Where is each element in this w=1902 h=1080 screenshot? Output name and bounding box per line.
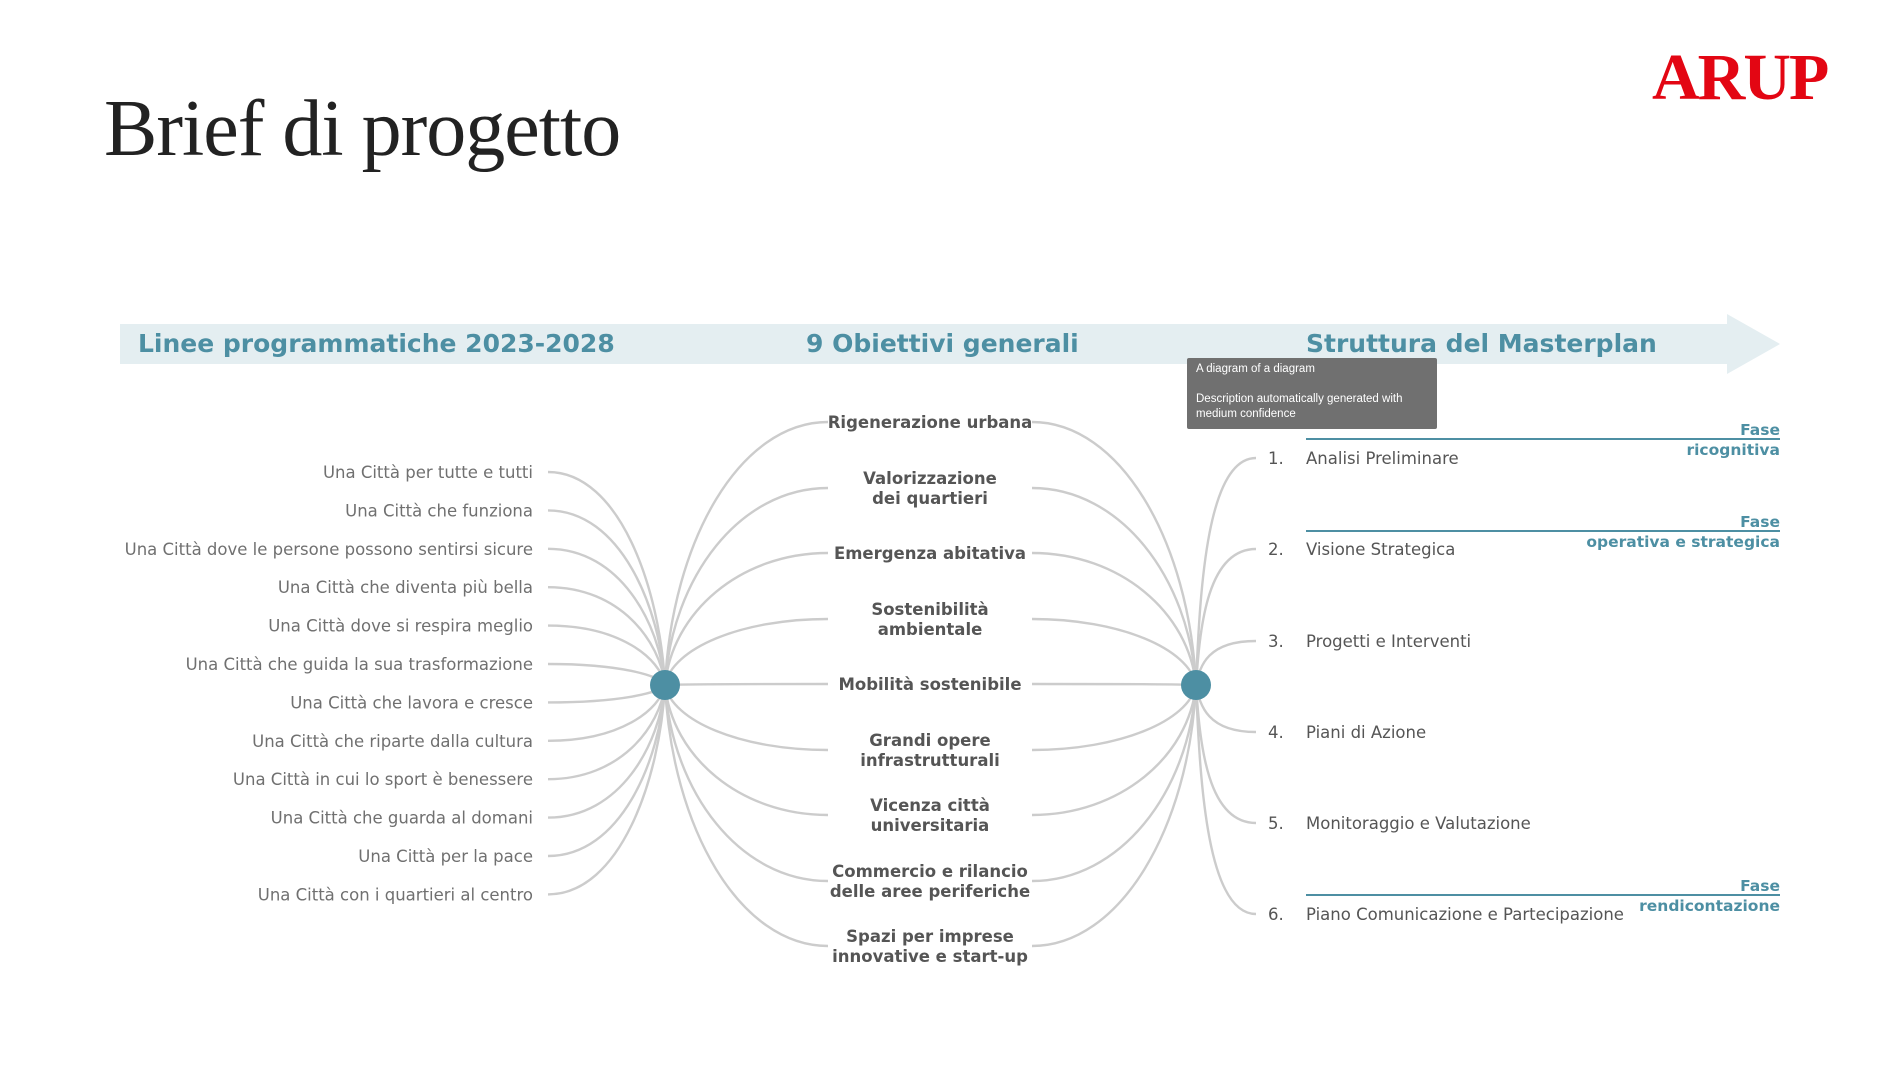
middle-item: Mobilità sostenibile xyxy=(838,675,1022,694)
left-item: Una Città che diventa più bella xyxy=(277,578,533,598)
step-number: 1. xyxy=(1268,449,1284,468)
left-item: Una Città per la pace xyxy=(358,847,533,866)
left-item: Una Città dove si respira meglio xyxy=(268,616,533,636)
right-connector xyxy=(1196,458,1256,685)
middle-left-connector xyxy=(665,488,828,685)
middle-right-connector xyxy=(1032,685,1196,881)
step-number: 5. xyxy=(1268,814,1284,833)
middle-item: ambientale xyxy=(877,620,983,639)
middle-item: infrastrutturali xyxy=(860,751,1000,770)
step-label: Piani di Azione xyxy=(1306,723,1427,742)
left-connector xyxy=(548,685,665,894)
phase-label: ricognitiva xyxy=(1686,441,1780,459)
left-connector xyxy=(548,664,665,685)
tooltip-line-2: Description automatically generated with xyxy=(1196,393,1403,405)
phase-label: rendicontazione xyxy=(1639,897,1780,915)
phase-label: Fase xyxy=(1740,421,1780,439)
middle-item: Rigenerazione urbana xyxy=(827,413,1033,432)
left-connector xyxy=(548,685,665,702)
left-item: Una Città che lavora e cresce xyxy=(290,693,533,713)
middle-left-connector xyxy=(665,685,828,946)
alt-text-tooltip xyxy=(1187,358,1437,429)
step-label: Monitoraggio e Valutazione xyxy=(1306,814,1531,833)
middle-item: Spazi per imprese xyxy=(846,927,1014,946)
phase-label: operativa e strategica xyxy=(1586,533,1780,551)
step-label: Analisi Preliminare xyxy=(1306,449,1459,468)
step-label: Piano Comunicazione e Partecipazione xyxy=(1306,905,1624,924)
left-item: Una Città che riparte dalla cultura xyxy=(252,731,533,751)
middle-right-connector xyxy=(1032,684,1196,685)
right-connector xyxy=(1196,685,1256,914)
middle-left-connector xyxy=(665,685,828,881)
left-connector xyxy=(548,472,665,685)
middle-item: Grandi opere xyxy=(869,731,991,750)
middle-item: innovative e start-up xyxy=(832,947,1028,966)
middle-item: dei quartieri xyxy=(872,489,988,508)
middle-item: delle aree periferiche xyxy=(829,882,1031,901)
middle-items xyxy=(828,413,1033,966)
middle-item: Emergenza abitativa xyxy=(833,544,1027,563)
left-item: Una Città con i quartieri al centro xyxy=(257,885,533,905)
left-item: Una Città che funziona xyxy=(345,501,533,521)
step-label: Progetti e Interventi xyxy=(1306,632,1472,651)
left-item: Una Città che guarda al domani xyxy=(270,808,533,828)
right-hub-node xyxy=(1181,670,1211,700)
middle-right-connector xyxy=(1032,619,1196,685)
middle-left-connector xyxy=(665,685,828,750)
middle-right-connector xyxy=(1032,488,1196,685)
header-left: Linee programmatiche 2023-2028 xyxy=(138,329,615,358)
left-item: Una Città per tutte e tutti xyxy=(322,463,533,482)
header-middle: 9 Obiettivi generali xyxy=(806,329,1079,358)
header-right: Struttura del Masterplan xyxy=(1306,329,1657,358)
left-item: Una Città in cui lo sport è benessere xyxy=(232,770,533,790)
left-connector xyxy=(548,510,665,685)
middle-right-connector xyxy=(1032,685,1196,750)
middle-item: universitaria xyxy=(870,816,990,835)
step-number: 2. xyxy=(1268,540,1284,559)
slide-title: Brief di progetto xyxy=(104,85,621,173)
left-item: Una Città dove le persone possono sentirsi sicure xyxy=(124,539,533,559)
middle-left-connector xyxy=(665,619,828,685)
step-number: 4. xyxy=(1268,723,1284,742)
left-item: Una Città che guida la sua trasformazione xyxy=(185,655,533,674)
phase-label: Fase xyxy=(1740,513,1780,531)
step-number: 3. xyxy=(1268,632,1284,651)
step-label: Visione Strategica xyxy=(1306,540,1456,559)
phase-markers xyxy=(1306,421,1780,915)
left-items xyxy=(125,463,533,904)
tooltip-line-3: medium confidence xyxy=(1196,408,1296,420)
middle-item: Valorizzazione xyxy=(863,469,997,488)
arup-logo: ARUP xyxy=(1652,41,1828,114)
left-hub-node xyxy=(650,670,680,700)
phase-label: Fase xyxy=(1740,877,1780,895)
middle-left-connector xyxy=(665,684,828,685)
middle-item: Commercio e rilancio xyxy=(832,862,1028,881)
middle-item: Vicenza città xyxy=(870,796,990,815)
right-items xyxy=(1268,449,1624,924)
tooltip-line-1: A diagram of a diagram xyxy=(1196,363,1315,375)
left-connector xyxy=(548,685,665,818)
middle-right-connector xyxy=(1032,685,1196,946)
middle-item: Sostenibilità xyxy=(871,600,989,619)
step-number: 6. xyxy=(1268,905,1284,924)
